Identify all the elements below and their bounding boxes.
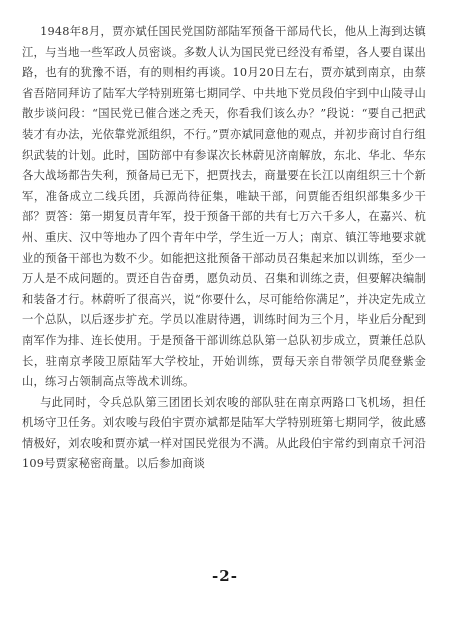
page-number: -2- [212,567,238,585]
paragraph-1: 1948年8月，贾亦斌任国民党国防部陆军预备干部局代长，他从上海到达镇江，与当地一些军政人员密谈。多数人认为国民党已经没有希望，各人要自谋出路，也有的犹豫不语，有的则相约再谈。10月20日左右，贾亦斌到南京，由蔡省吾陪同拜访了陆军大学特别班第七期同学、中共地下党员段伯宇到中山陵寻山散步谈问段：“国民党已催合迷之秃天，你看我们该么办？”段说：“要自己把武装才有办法，光依靠党派组织，不行。”贾亦斌同意他的观点，并初步商讨自行组织武装的计划。此时，国防部中有参谋次长林蔚见济南解放，东北、华北、华东各大战场都告失利，预备局已无下，把贾找去，商量要在长江以南组织三十个新军，准备成立二线兵团，兵源尚待征集，唯缺干部，问贾能否组织部集多少干部？贾答：第一期复员青年军，投于预备干部的共有七万六千多人，在嘉兴、杭州、重庆、汉中等地办了四个青年中学，学生近一万人；南京、镇江等地要求就业的预备干部也为数不少。如能把这批预备干部动员召集起来加以训练，至少一万人是不成问题的。贾还自告奋勇，愿负动员、召集和训练之责，但要解决编制和装备才行。林蔚听了很高兴，说“你要什么，尽可能给你满足”，并决定先成立一个总队，以后逐步扩充。学员以准尉待遇，训练时间为三个月，毕业后分配到南军作为排、连长使用。于是预备干部训练总队第一总队初步成立，贾兼任总队长，驻南京孝陵卫原陆军大学校址，开始训练，贾每天亲自带领学员爬登紫金山，练习占领制高点等战术训练。 [22,25,426,389]
document-body [22,22,426,475]
paragraph-2: 与此同时，令兵总队第三团团长刘农唆的部队驻在南京两路口飞机场，担任机场守卫任务。刘农唆与段伯宇贾亦斌都是陆军大学特别班第七期同学，彼此感情极好，刘农唆和贾亦斌一样对国民党很为不满。从此段伯宇常约到南京千河沿109号贾家秘密商量。以后参加商谈 [22,395,426,471]
